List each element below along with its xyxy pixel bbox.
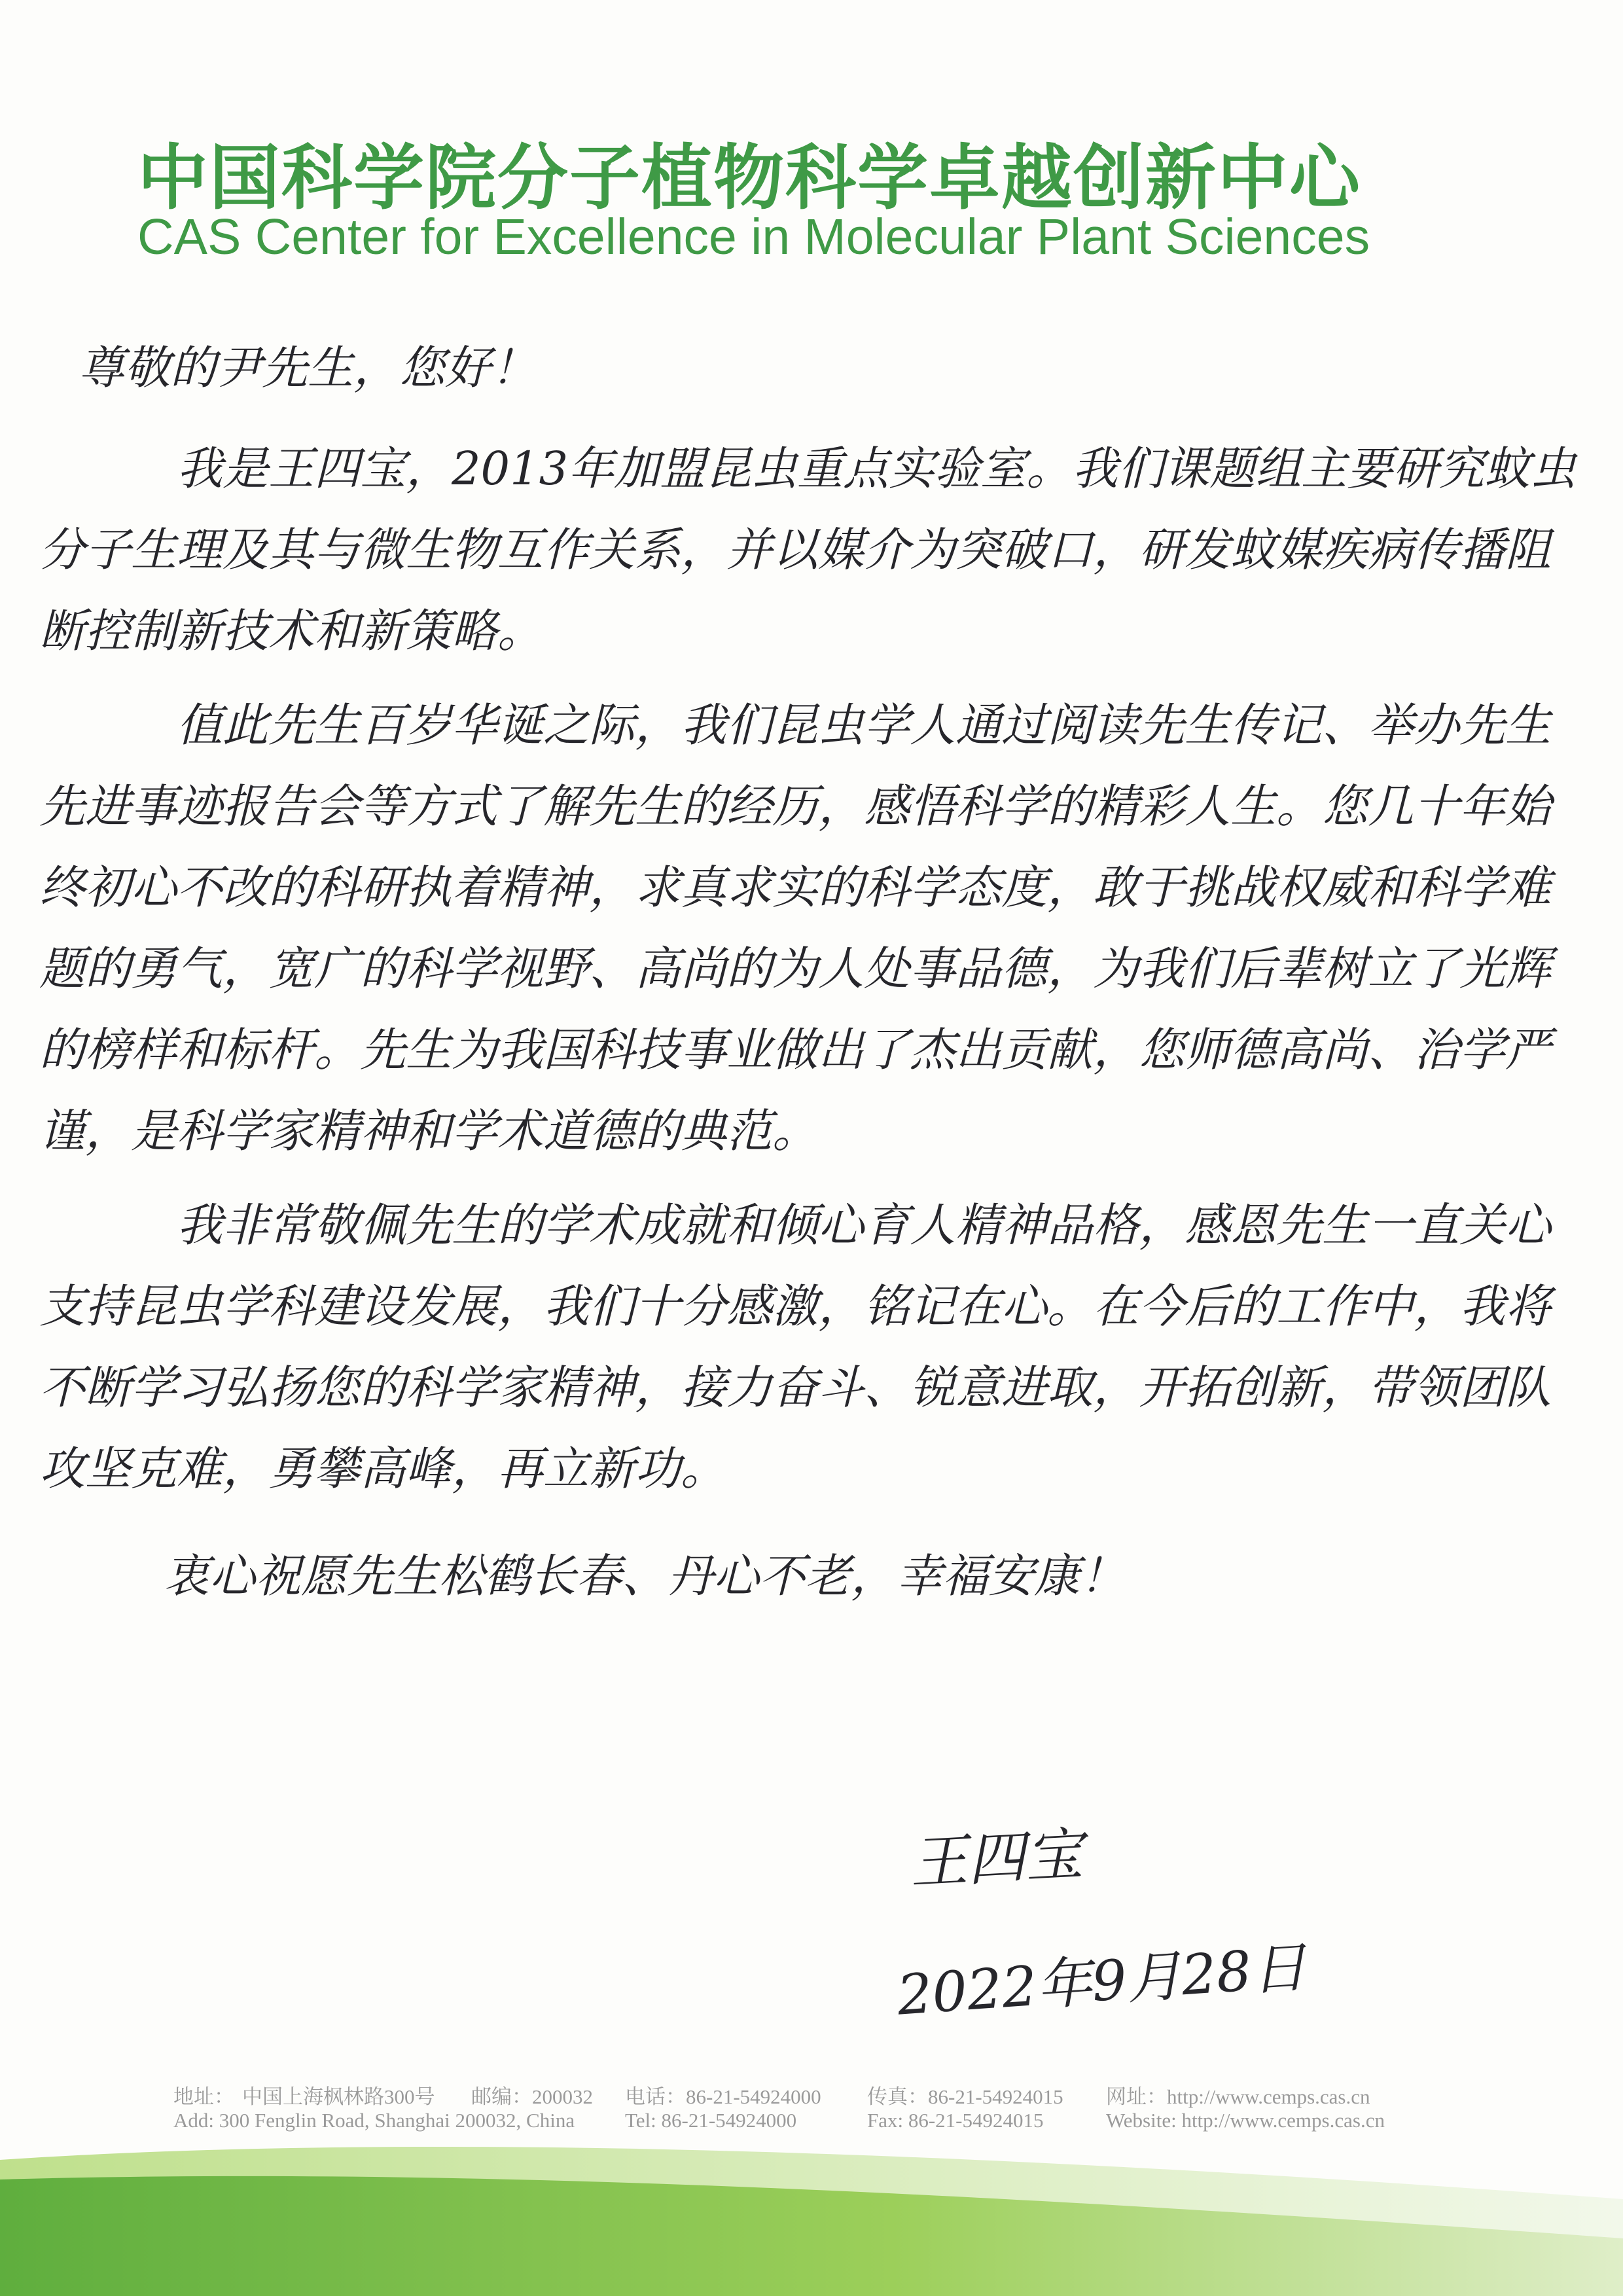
green-wave-band	[0, 2140, 1623, 2296]
footer-address-cn	[173, 2080, 435, 2109]
footer-phone-cn: 电话：86-21-54924000	[625, 2085, 821, 2108]
paragraph-1: 我是王四宝，2013年加盟昆虫重点实验室。我们课题组主要研究蚊虫分子生理及其与微生物互作关系，并以媒介为突破口，研发蚊媒疾病传播阻断控制新技术和新策略。	[39, 442, 1577, 658]
letter-body	[39, 327, 1577, 1617]
footer-web-cn: 网址：http://www.cemps.cas.cn	[1106, 2085, 1370, 2108]
footer-web-en: Website: http://www.cemps.cas.cn	[1106, 2109, 1385, 2132]
footer-postcode: 邮编：200032	[471, 2085, 593, 2108]
address-label: 地址：	[173, 2085, 234, 2108]
footer-address-en: Add: 300 Fenglin Road, Shanghai 200032, China	[173, 2109, 575, 2132]
paragraph-3: 我非常敬佩先生的学术成就和倾心育人精神品格，感恩先生一直关心支持昆虫学科建设发展，我们十分感激，铭记在心。在今后的工作中，我将不断学习弘扬您的科学家精神，接力奋斗、锐意进取，开拓创新，带领团队攻坚克难，勇攀高峰，再立新功。	[39, 1198, 1551, 1496]
paragraph-2: 值此先生百岁华诞之际，我们昆虫学人通过阅读先生传记、举办先生先进事迹报告会等方式了解先生的经历，感悟科学的精彩人生。您几十年始终初心不改的科研执着精神，求真求实的科学态度，敢于挑战权威和科学难题的勇气，宽广的科学视野、高尚的为人处事品德，为我们后辈树立了光辉的榜样和标杆。先生为我国科技事业做出了杰出贡献，您师德高尚、治学严谨，是科学家精神和学术道德的典范。	[39, 698, 1551, 1158]
footer-phone-en: Tel: 86-21-54924000	[625, 2109, 797, 2132]
closing-wish: 衷心祝愿先生松鹤长春、丹心不老，幸福安康！	[164, 1549, 1126, 1603]
org-name-en: CAS Center for Excellence in Molecular Plant Sciences	[137, 209, 1370, 265]
footer-fax-en: Fax: 86-21-54924015	[867, 2109, 1044, 2132]
address-value: 中国上海枫林路300号	[242, 2085, 435, 2108]
footer-fax-cn: 传真：86-21-54924015	[867, 2085, 1063, 2108]
signature: 王四宝	[908, 1820, 1084, 1897]
org-name-cn: 中国科学院分子植物科学卓越创新中心	[137, 137, 1362, 219]
salutation: 尊敬的尹先生，您好！	[79, 341, 537, 395]
footer-contact	[173, 2080, 1482, 2138]
letter-date: 2022年9月28日	[895, 1935, 1309, 2028]
footer-row-cn	[173, 2080, 1482, 2109]
footer-row-en	[173, 2109, 1482, 2138]
